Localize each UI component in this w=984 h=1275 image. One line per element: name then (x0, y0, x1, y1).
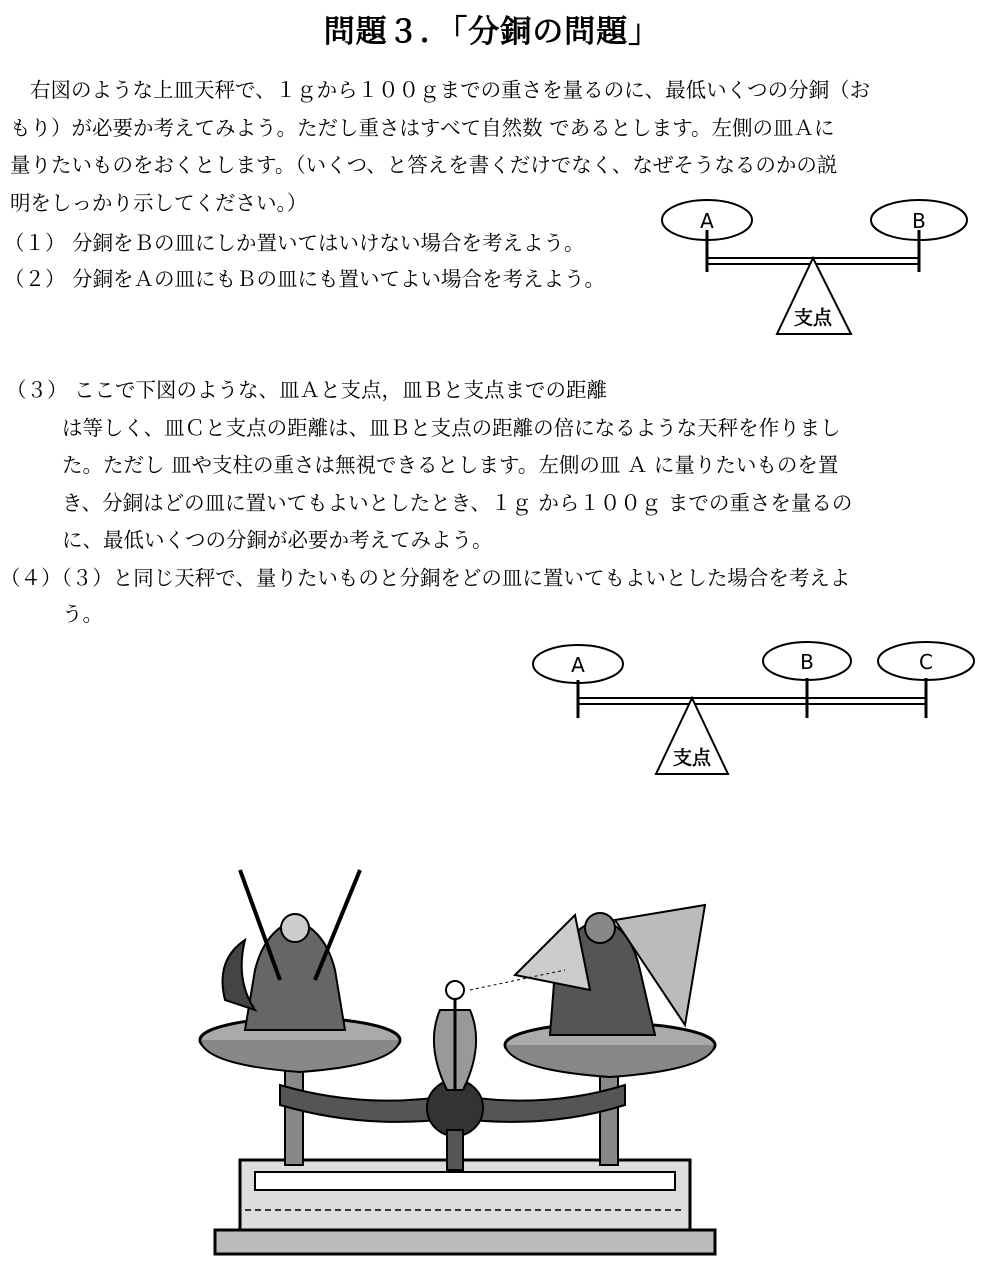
question-3-line-4: き、分銅はどの皿に置いてもよいとしたとき、１ｇ から１００ｇ までの重さを量るの (62, 491, 853, 515)
intro-line-2: もり）が必要か考えてみよう。ただし重さはすべて自然数 であるとします。左側の皿Ａに (10, 116, 835, 140)
pan-b-label: B (800, 650, 814, 674)
intro-line-3: 量りたいものをおくとします。（いくつ、と答えを書くだけでなく、なぜそうなるのかの説 (10, 153, 838, 177)
page-title: 問題３．「分銅の問題」 (323, 14, 661, 50)
intro-line-4: 明をしっかり示してください。） (10, 191, 308, 215)
fulcrum-label: 支点 (793, 307, 833, 329)
ornate-scale-illustration (185, 860, 745, 1265)
question-1: （１） 分銅をＢの皿にしか置いてはいけない場合を考えよう。 (4, 231, 585, 255)
question-2: （２） 分銅をＡの皿にもＢの皿にも置いてよい場合を考えよう。 (4, 267, 606, 291)
balance-diagram-ab (655, 190, 975, 340)
question-4-line-1: （４）（３）と同じ天秤で、量りたいものと分銅をどの皿に置いてもよいとした場合を考えよ (0, 566, 851, 590)
pan-c-label: C (919, 650, 933, 674)
question-3-line-5: に、最低いくつの分銅が必要か考えてみよう。 (62, 528, 493, 552)
pan-b-label: B (912, 209, 926, 233)
question-3-line-2: は等しく、皿Ｃと支点の距離は、皿Ｂと支点の距離の倍になるような天秤を作りまし (62, 416, 841, 440)
fulcrum-label: 支点 (672, 747, 712, 769)
pan-a-label: A (700, 209, 714, 233)
question-4-line-2: う。 (62, 602, 103, 626)
intro-line-1: 右図のような上皿天秤で、１ｇから１００ｇまでの重さを量るのに、最低いくつの分銅（お (30, 78, 871, 102)
question-3-line-3: た。ただし 皿や支柱の重さは無視できるとします。左側の皿 Ａ に量りたいものを置 (62, 453, 839, 477)
balance-diagram-abc (528, 636, 980, 778)
pan-a-label: A (571, 653, 585, 677)
question-3-line-1: （３） ここで下図のような、皿Ａと支点，皿Ｂと支点までの距離 (6, 378, 608, 402)
